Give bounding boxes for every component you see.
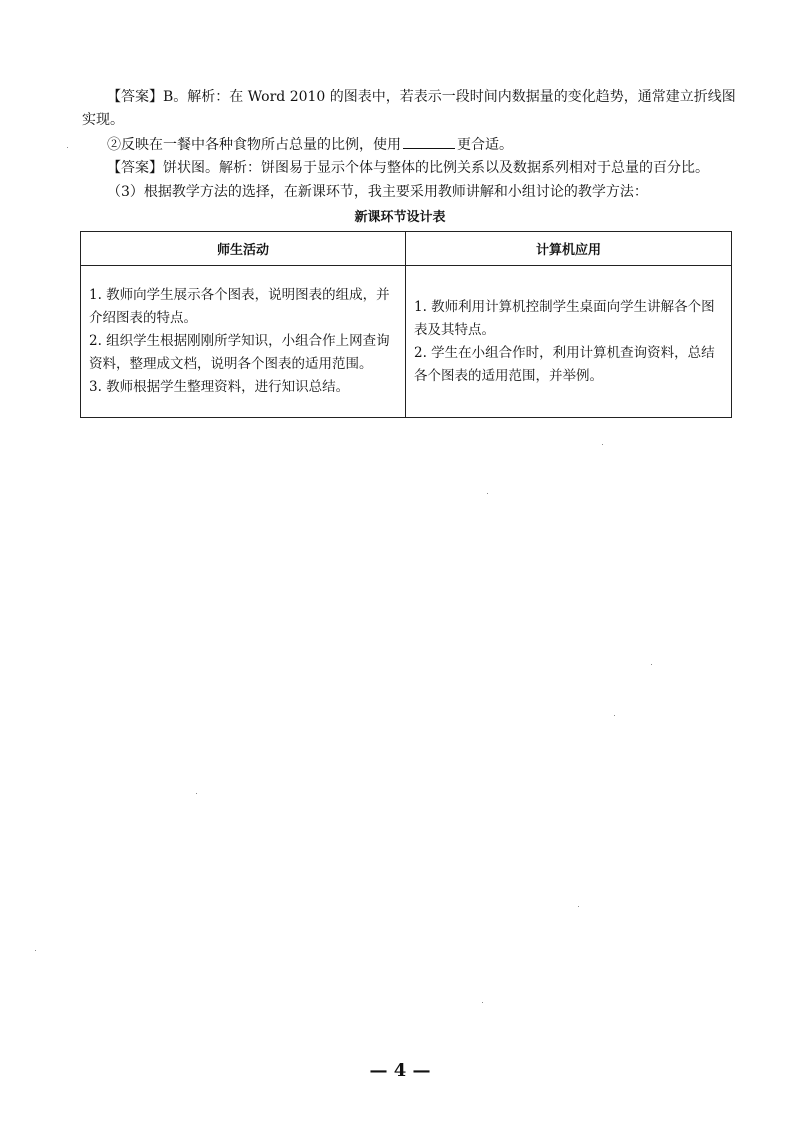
design-table [80, 231, 732, 418]
scan-speck [196, 793, 197, 794]
question-line [107, 134, 513, 155]
activity-item: 3. 教师根据学生整理资料，进行知识总结。 [89, 379, 350, 395]
scan-speck [614, 715, 615, 716]
question-text-after-blank: 更合适。 [457, 137, 513, 153]
scan-speck [578, 906, 579, 907]
scan-speck [651, 664, 652, 665]
answer-blank [403, 134, 455, 149]
activity-item: 1. 教师向学生展示各个图表，说明图表的组成，并介绍图表的特点。 [89, 287, 390, 326]
computer-use-item: 1. 教师利用计算机控制学生桌面向学生讲解各个图表及其特点。 [414, 298, 715, 338]
method-paragraph: （3）根据教学方法的选择，在新课环节，我主要采用教师讲解和小组讨论的教学方法： [107, 184, 648, 200]
table-row [81, 266, 732, 418]
answer-paragraph-line-1: 【答案】B。解析：在 Word 2010 的图表中，若表示一段时间内数据量的变化趋势，通常建立折线图 [107, 89, 736, 105]
scan-speck [67, 147, 68, 148]
scan-speck [602, 444, 603, 445]
table-header-row [81, 232, 732, 266]
header-teacher-student-activity: 师生活动 [81, 232, 406, 266]
answer-paragraph-line-2: 实现。 [82, 112, 124, 128]
scan-speck [487, 493, 488, 494]
header-computer-application: 计算机应用 [406, 232, 732, 266]
scan-speck [482, 1002, 483, 1003]
scan-speck [35, 950, 36, 951]
activity-cell [81, 266, 406, 418]
computer-use-item: 2. 学生在小组合作时，利用计算机查询资料，总结各个图表的适用范围，并举例。 [414, 344, 715, 384]
answer-paragraph-pie: 【答案】饼状图。解析：饼图易于显示个体与整体的比例关系以及数据系列相对于总量的百分比。 [107, 160, 709, 176]
computer-use-cell [406, 266, 732, 418]
table-caption: 新课环节设计表 [354, 210, 446, 225]
question-text-before-blank: ②反映在一餐中各种食物所占总量的比例，使用 [107, 137, 401, 153]
page-number: — 4 — [369, 1060, 431, 1081]
activity-item: 2. 组织学生根据刚刚所学知识，小组合作上网查询资料，整理成文档，说明各个图表的适用范围。 [89, 333, 390, 372]
